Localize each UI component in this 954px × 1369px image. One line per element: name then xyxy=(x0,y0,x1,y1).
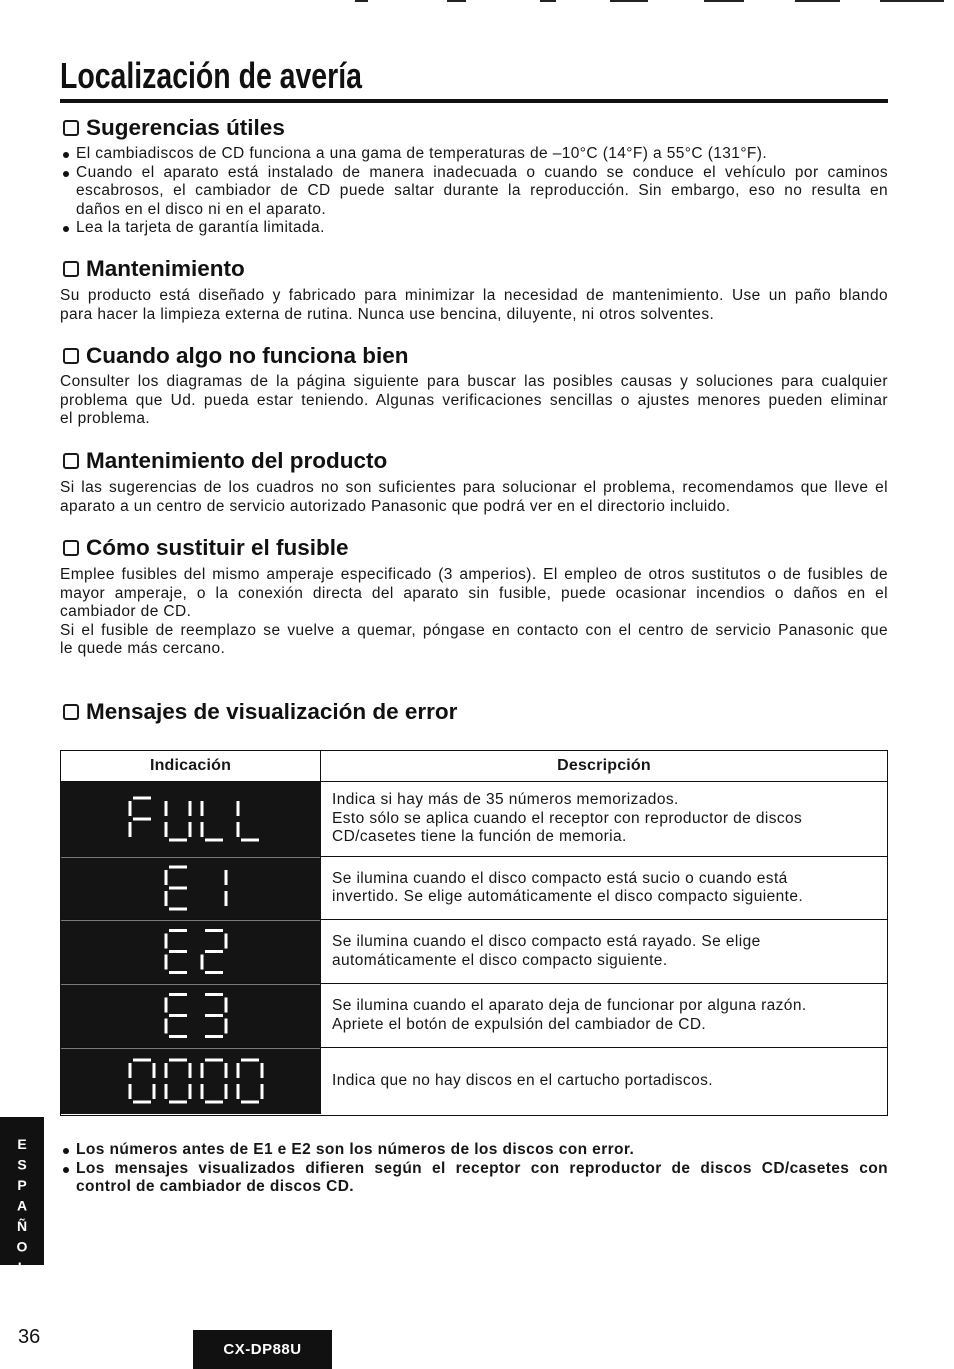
section-heading-text: Sugerencias útiles xyxy=(86,115,285,140)
text-line: Esto sólo se aplica cuando el receptor con reproductor de discos xyxy=(332,809,803,827)
table-row xyxy=(61,920,887,984)
text-line: El cambiadiscos de CD funciona a una gama de temperaturas de –10°C (14°F) a 55°C (131°F). xyxy=(76,145,768,162)
description-cell xyxy=(321,782,887,856)
list-item xyxy=(60,1141,888,1160)
paragraph-fusible xyxy=(60,566,888,659)
text-line: Lea la tarjeta de garantía limitada. xyxy=(76,219,325,237)
segment-display-no-disc xyxy=(61,1048,321,1114)
display-character xyxy=(166,1060,190,1102)
text-line: para hacer la limpieza externa de rutina. Nunca use bencina, diluyente, ni otros solventes. xyxy=(60,305,715,323)
text-line: Emplee fusibles del mismo amperaje especificado (3 amperios). El empleo de otros sustitutos o de fusibles de xyxy=(60,566,888,583)
column-header-indication: Indicación xyxy=(61,751,321,781)
display-character xyxy=(130,1060,154,1102)
list-item xyxy=(60,219,888,238)
section-heading-text: Cuando algo no funciona bien xyxy=(86,343,409,368)
section-heading-text: Mantenimiento xyxy=(86,256,245,281)
table-row xyxy=(61,857,887,920)
column-header-description: Descripción xyxy=(557,757,651,774)
text-line: CD/casetes tiene la función de memoria. xyxy=(332,828,627,846)
text-line: daños en el disco ni en el aparato. xyxy=(76,200,327,218)
paragraph-producto xyxy=(60,479,888,516)
display-character xyxy=(202,1060,226,1102)
display-character xyxy=(130,798,151,837)
table-row xyxy=(61,782,887,857)
list-item xyxy=(60,1160,888,1197)
text-line: Apriete el botón de expulsión del cambiador de CD. xyxy=(332,1015,707,1033)
section-heading-producto xyxy=(63,448,387,474)
checkbox-icon xyxy=(63,348,79,364)
paragraph-mantenimiento xyxy=(60,287,888,324)
text-line: el problema. xyxy=(60,410,151,428)
section-heading-errores xyxy=(63,699,457,725)
display-character xyxy=(166,931,187,973)
display-character xyxy=(202,931,226,973)
list-item xyxy=(60,164,888,220)
model-label: CX-DP88U xyxy=(193,1330,332,1369)
text-line: invertido. Se elige automáticamente el disco compacto siguiente. xyxy=(332,888,804,905)
text-line: Su producto está diseñado y fabricado para minimizar la necesidad de mantenimiento. Use un paño blando xyxy=(60,287,888,304)
text-line: Indica que no hay discos en el cartucho portadiscos. xyxy=(332,1071,713,1089)
paragraph-cuando xyxy=(60,373,888,429)
display-indication xyxy=(61,857,321,919)
text-line: Los números antes de E1 e E2 son los números de los discos con error. xyxy=(76,1141,635,1158)
text-line: cambiador de CD. xyxy=(60,603,192,621)
language-tab-label: ESPAÑOL xyxy=(14,1136,30,1280)
page-title: Localización de avería xyxy=(60,55,362,96)
section-heading-cuando xyxy=(63,343,408,369)
display-character xyxy=(205,995,226,1037)
table-header-row xyxy=(61,751,887,782)
text-line: control de cambiador de discos CD. xyxy=(76,1178,355,1196)
notes-list xyxy=(60,1141,888,1197)
table-row xyxy=(61,1048,887,1114)
display-indication xyxy=(61,1048,321,1114)
text-line: aparato a un centro de servicio autorizado Panasonic que podrá ver en el directorio incluido. xyxy=(60,497,731,515)
text-line: mayor amperaje, o la conexión directa del aparato sin fusible, puede ocasionar incendios o daños en el xyxy=(60,584,888,602)
display-indication xyxy=(61,984,321,1047)
description-cell xyxy=(321,984,887,1047)
display-indication xyxy=(61,782,321,856)
section-heading-fusible xyxy=(63,535,349,561)
error-messages-table xyxy=(60,750,888,1116)
section-heading-sugerencias xyxy=(63,115,285,141)
section-heading-text: Mensajes de visualización de error xyxy=(86,699,458,724)
display-indication xyxy=(61,920,321,983)
text-line: automáticamente el disco compacto siguiente. xyxy=(332,951,668,969)
scan-marks xyxy=(0,0,954,8)
title-rule xyxy=(60,99,888,103)
display-character xyxy=(238,801,259,840)
checkbox-icon xyxy=(63,261,79,277)
segment-display-full xyxy=(61,782,321,856)
table-row xyxy=(61,984,887,1048)
display-character xyxy=(202,801,223,840)
checkbox-icon xyxy=(63,453,79,469)
text-line: le quede más cercano. xyxy=(60,640,226,658)
checkbox-icon xyxy=(63,704,79,720)
section-heading-text: Cómo sustituir el fusible xyxy=(86,535,349,560)
language-tab xyxy=(0,1117,44,1280)
text-line: Cuando el aparato está instalado de manera inadecuada o cuando se conduce el vehículo por caminos xyxy=(76,163,888,181)
display-character xyxy=(166,867,187,909)
checkbox-icon xyxy=(63,540,79,556)
text-line: Si el fusible de reemplazo se vuelve a quemar, póngase en contacto con el centro de servicio Panasonic que xyxy=(60,621,888,639)
text-line: Consulter los diagramas de la página siguiente para buscar las posibles causas y soluciones para cualquier xyxy=(60,373,888,390)
text-line: Los mensajes visualizados difieren según el receptor con reproductor de discos CD/casetes con xyxy=(76,1159,888,1177)
text-line: Se ilumina cuando el disco compacto está rayado. Se elige xyxy=(332,933,761,950)
segment-display-e3 xyxy=(61,984,321,1047)
description-cell xyxy=(321,1048,887,1114)
text-line: Si las sugerencias de los cuadros no son suficientes para solucionar el problema, recomendamos que lleve el xyxy=(60,479,888,496)
text-line: Indica si hay más de 35 números memorizados. xyxy=(332,791,679,809)
description-cell xyxy=(321,920,887,983)
list-item xyxy=(60,145,888,164)
display-character xyxy=(166,801,190,840)
section-heading-text: Mantenimiento del producto xyxy=(86,448,388,473)
section-heading-mantenimiento xyxy=(63,256,245,282)
display-character xyxy=(238,1060,262,1102)
text-line: escabrosos, el cambiador de CD puede saltar durante la reproducción. Sin embargo, eso no resulta en xyxy=(76,182,888,200)
text-line: problema que Ud. pueda estar teniendo. Algunas verificaciones sencillas o ajustes menores pueden eliminar xyxy=(60,391,888,409)
display-character xyxy=(166,995,187,1037)
bullet-list-sugerencias xyxy=(60,145,888,238)
checkbox-icon xyxy=(63,120,79,136)
segment-display-e1 xyxy=(61,857,321,919)
segment-display-e2 xyxy=(61,920,321,983)
text-line: Se ilumina cuando el aparato deja de funcionar por alguna razón. xyxy=(332,997,807,1014)
description-cell xyxy=(321,857,887,919)
page-number: 36 xyxy=(18,1326,41,1348)
text-line: Se ilumina cuando el disco compacto está sucio o cuando está xyxy=(332,869,788,887)
